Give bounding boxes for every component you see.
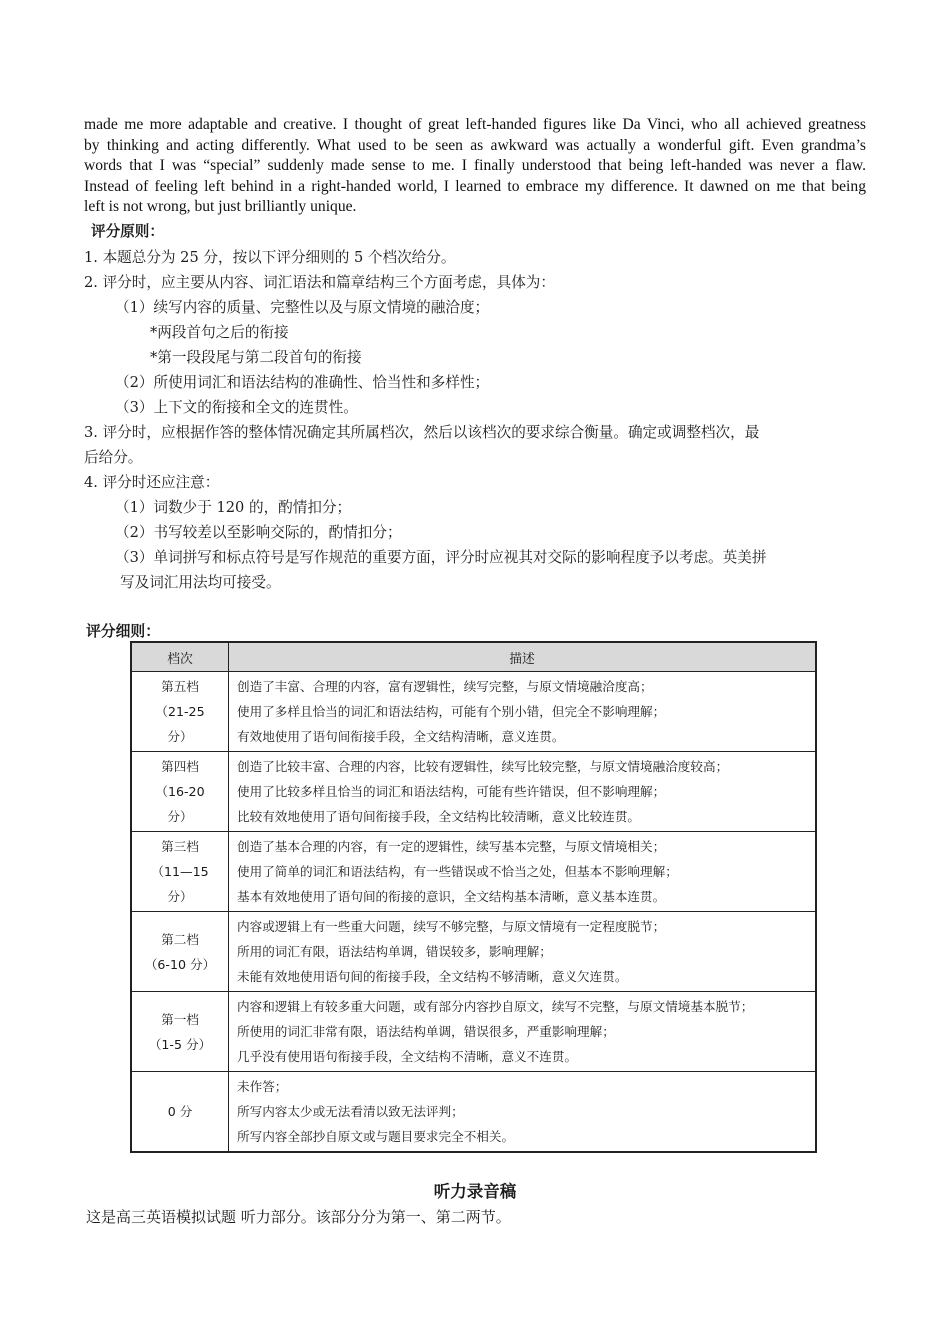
principle-bullet: *两段首句之后的衔接 bbox=[150, 324, 289, 341]
description-line: 所用的词汇有限，语法结构单调，错误较多，影响理解； bbox=[237, 944, 552, 959]
rubric-level bbox=[131, 912, 229, 992]
description-line: 内容和逻辑上有较多重大问题，或有部分内容抄自原文，续写不完整，与原文情境基本脱节； bbox=[237, 999, 754, 1014]
rubric-level bbox=[131, 1072, 229, 1153]
rubric-title: 评分细则： bbox=[86, 623, 160, 640]
principle-item-continuation: 后给分。 bbox=[84, 449, 143, 466]
level-name: 第三档 bbox=[161, 839, 199, 854]
rubric-description bbox=[229, 992, 817, 1072]
essay-line: left is not wrong, but just brilliantly unique. bbox=[84, 198, 357, 216]
level-range: （11—15 bbox=[151, 864, 209, 879]
principle-subitem-continuation: 写及词汇用法均可接受。 bbox=[120, 574, 281, 591]
description-line: 所写内容全部抄自原文或与题目要求完全不相关。 bbox=[237, 1129, 515, 1144]
essay-line: words that I was “special” suddenly made sense to me. I finally understood that being left-handed was never a flaw. bbox=[84, 157, 866, 175]
principle-item: 2. 评分时，应主要从内容、词汇语法和篇章结构三个方面考虑，具体为： bbox=[84, 274, 555, 291]
level-name: 第二档 bbox=[161, 931, 199, 947]
level-name: 0 分 bbox=[167, 1104, 193, 1119]
principle-item: 3. 评分时，应根据作答的整体情况确定其所属档次，然后以该档次的要求综合衡量。确定或调整档次，最 bbox=[84, 424, 760, 441]
essay-line: Instead of feeling left behind in a right-handed world, I learned to embrace my difference. It dawned on me that being bbox=[84, 177, 866, 195]
description-line: 有效地使用了语句间衔接手段，全文结构清晰，意义连贯。 bbox=[237, 729, 565, 744]
level-range: （6-10 分） bbox=[144, 956, 216, 972]
principle-item: 4. 评分时还应注意： bbox=[84, 474, 220, 491]
description-line: 使用了简单的词汇和语法结构，有一些错误或不恰当之处，但基本不影响理解； bbox=[237, 864, 678, 879]
rubric-table bbox=[130, 641, 817, 1153]
rubric-level bbox=[131, 752, 229, 832]
essay-line: by thinking and acting differently. What used to be seen as awkward was actually a wonderful gift. Even grandma’s bbox=[84, 136, 866, 154]
rubric-level bbox=[131, 832, 229, 912]
description-line: 内容或逻辑上有一些重大问题，续写不够完整，与原文情境有一定程度脱节； bbox=[237, 919, 666, 934]
rubric-description bbox=[229, 832, 817, 912]
level-range: （1-5 分） bbox=[148, 1036, 212, 1052]
description-line: 比较有效地使用了语句间衔接手段，全文结构比较清晰，意义比较连贯。 bbox=[237, 809, 640, 824]
description-line: 未能有效地使用语句间的衔接手段，全文结构不够清晰，意义欠连贯。 bbox=[237, 969, 628, 984]
level-unit: 分） bbox=[167, 809, 193, 824]
rubric-row bbox=[131, 752, 816, 832]
principle-bullet: *第一段段尾与第二段首句的衔接 bbox=[150, 349, 362, 366]
principle-subitem: （3）上下文的衔接和全文的连贯性。 bbox=[115, 399, 358, 416]
description-line: 未作答； bbox=[237, 1079, 288, 1094]
principles-heading: 评分原则： bbox=[91, 223, 164, 240]
essay-line: made me more adaptable and creative. I thought of great left-handed figures like Da Vinci, who all achieved greatness bbox=[84, 116, 866, 133]
principle-subitem: （1）词数少于 120 的，酌情扣分； bbox=[115, 499, 352, 516]
rubric-row bbox=[131, 672, 816, 752]
description-line: 创造了基本合理的内容，有一定的逻辑性，续写基本完整，与原文情境相关； bbox=[237, 839, 666, 854]
level-range: （21-25 bbox=[155, 704, 205, 719]
description-line: 使用了多样且恰当的词汇和语法结构，可能有个别小错，但完全不影响理解； bbox=[237, 704, 666, 719]
level-name: 第四档 bbox=[161, 759, 199, 774]
description-line: 基本有效地使用了语句间的衔接的意识，全文结构基本清晰，意义基本连贯。 bbox=[237, 889, 666, 904]
description-line: 所使用的词汇非常有限，语法结构单调，错误很多，严重影响理解； bbox=[237, 1024, 615, 1039]
level-name: 第五档 bbox=[161, 679, 199, 694]
rubric-level bbox=[131, 992, 229, 1072]
rubric-description bbox=[229, 752, 817, 832]
principle-subitem: （2）书写较差以至影响交际的，酌情扣分； bbox=[115, 524, 402, 541]
level-name: 第一档 bbox=[161, 1011, 199, 1027]
description-line: 使用了比较多样且恰当的词汇和语法结构，可能有些许错误，但不影响理解； bbox=[237, 784, 666, 799]
description-line: 所写内容太少或无法看清以致无法评判； bbox=[237, 1104, 464, 1119]
rubric-level bbox=[131, 672, 229, 752]
rubric-description bbox=[229, 1072, 817, 1153]
level-range: （16-20 bbox=[155, 784, 205, 799]
listening-intro: 这是高三英语模拟试题 听力部分。该部分分为第一、第二两节。 bbox=[86, 1208, 511, 1226]
listening-title: 听力录音稿 bbox=[433, 1182, 517, 1201]
principle-subitem: （1）续写内容的质量、完整性以及与原文情境的融洽度； bbox=[115, 299, 490, 316]
level-unit: 分） bbox=[167, 729, 193, 744]
principle-item: 1. 本题总分为 25 分，按以下评分细则的 5 个档次给分。 bbox=[84, 249, 456, 266]
rubric-description bbox=[229, 912, 817, 992]
rubric-header-row bbox=[131, 642, 816, 672]
rubric-description bbox=[229, 672, 817, 752]
rubric-header-level: 档次 bbox=[131, 642, 229, 672]
rubric-row bbox=[131, 992, 816, 1072]
principle-subitem: （2）所使用词汇和语法结构的准确性、恰当性和多样性； bbox=[115, 374, 490, 391]
rubric-header-description: 描述 bbox=[229, 642, 817, 672]
essay-paragraph bbox=[84, 115, 866, 218]
level-unit: 分） bbox=[167, 889, 193, 904]
rubric-row bbox=[131, 1072, 816, 1153]
rubric-row bbox=[131, 832, 816, 912]
description-line: 几乎没有使用语句衔接手段，全文结构不清晰，意义不连贯。 bbox=[237, 1049, 578, 1064]
description-line: 创造了比较丰富、合理的内容，比较有逻辑性，续写比较完整，与原文情境融洽度较高； bbox=[237, 759, 729, 774]
description-line: 创造了丰富、合理的内容，富有逻辑性，续写完整，与原文情境融洽度高； bbox=[237, 679, 653, 694]
rubric-row bbox=[131, 912, 816, 992]
principle-subitem: （3）单词拼写和标点符号是写作规范的重要方面，评分时应视其对交际的影响程度予以考虑。英美拼 bbox=[115, 549, 767, 566]
